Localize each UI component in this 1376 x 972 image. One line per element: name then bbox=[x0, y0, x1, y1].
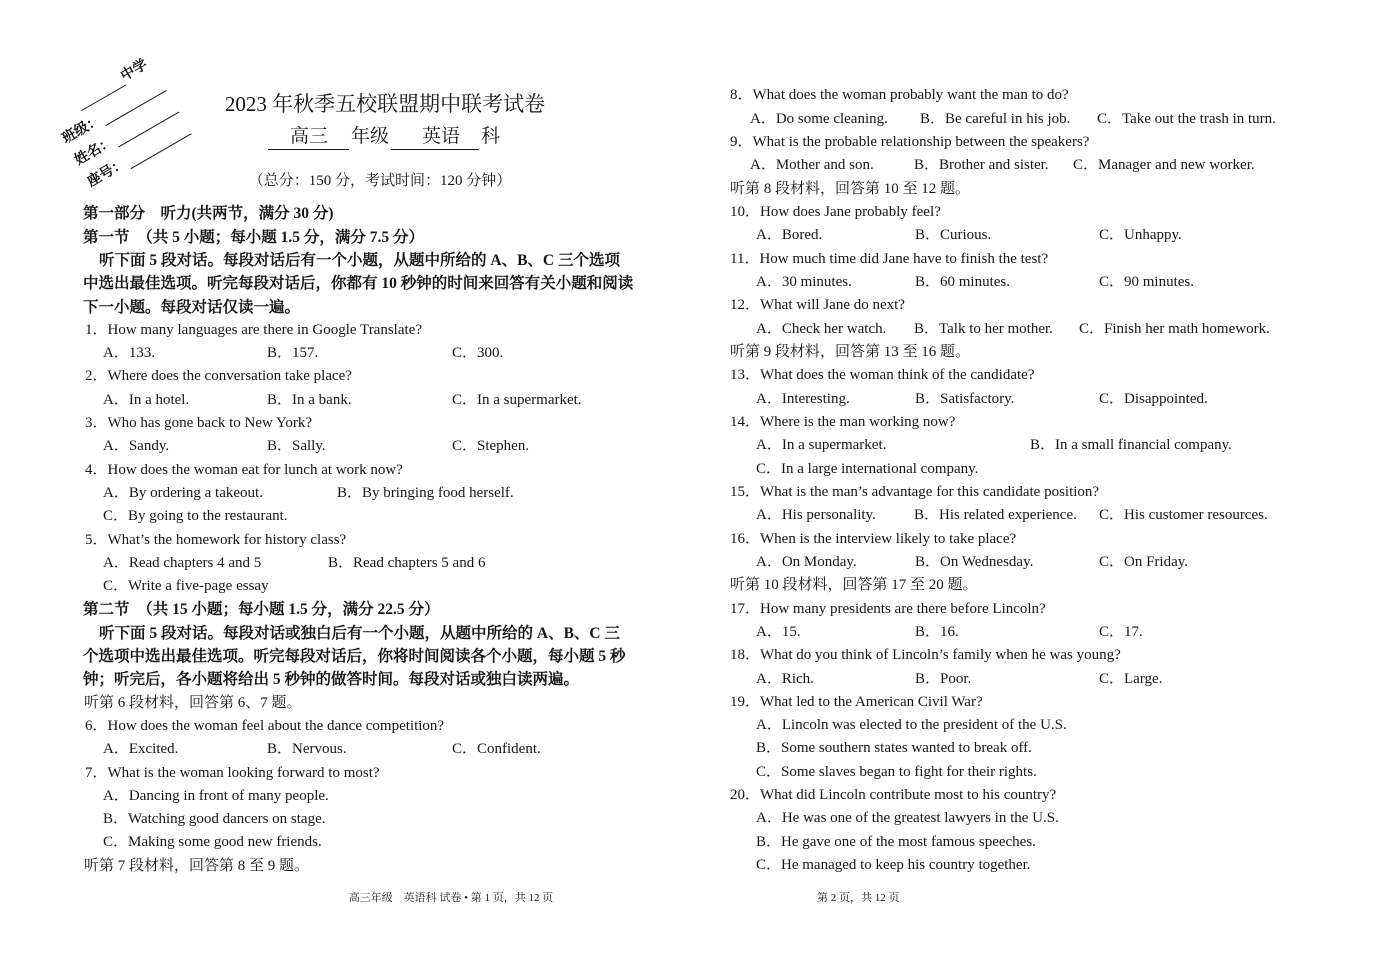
question-19-option-a: A．Lincoln was elected to the president of the U.S. bbox=[756, 717, 1067, 734]
question-9-stem: 9．What is the probable relationship between the speakers? bbox=[730, 133, 1090, 150]
question-15-option-c: C．His customer resources. bbox=[1099, 507, 1268, 524]
question-6-option-b: B．Nervous. bbox=[267, 741, 347, 758]
question-11-option-c: C．90 minutes. bbox=[1099, 273, 1195, 290]
question-16-option-a: A．On Monday. bbox=[756, 553, 857, 570]
question-10-stem: 10．How does Jane probably feel? bbox=[730, 203, 941, 220]
question-9-option-b: B．Brother and sister. bbox=[914, 157, 1049, 174]
question-15-option-a: A．His personality. bbox=[756, 507, 876, 524]
question-8-stem: 8．What does the woman probably want the man to do? bbox=[730, 87, 1069, 104]
exam-info: （总分：150 分，考试时间：120 分钟） bbox=[248, 173, 512, 189]
page-footer-right: 第 2 页，共 12 页 bbox=[817, 892, 900, 904]
question-7-option-b: B．Watching good dancers on stage. bbox=[103, 811, 326, 828]
question-11-stem: 11．How much time did Jane have to finish the test? bbox=[730, 250, 1049, 267]
question-7-option-c: C．Making some good new friends. bbox=[103, 834, 322, 851]
section2-instruction-line: 个选项中选出最佳选项。听完每段对话后，你将时间阅读各个小题，每小题 5 秒 bbox=[83, 648, 626, 666]
material-note-10: 听第 10 段材料，回答第 17 至 20 题。 bbox=[730, 577, 978, 594]
question-20-option-a: A．He was one of the greatest lawyers in the U.S. bbox=[756, 810, 1059, 827]
question-14-options-row2 bbox=[730, 458, 1330, 481]
question-2-option-a: A．In a hotel. bbox=[103, 391, 190, 408]
school-label: 中学 bbox=[118, 57, 151, 85]
part1-heading: 第一部分 听力(共两节，满分 30 分) bbox=[83, 205, 334, 223]
question-13-options bbox=[730, 388, 1330, 411]
question-6-option-a: A．Excited. bbox=[103, 741, 179, 758]
question-6-stem: 6．How does the woman feel about the dance competition? bbox=[85, 717, 445, 734]
question-10-option-b: B．Curious. bbox=[915, 227, 992, 244]
question-8-option-b: B．Be careful in his job. bbox=[920, 110, 1071, 127]
question-5-option-a: A．Read chapters 4 and 5 bbox=[103, 554, 262, 571]
question-11-option-a: A．30 minutes. bbox=[756, 273, 852, 290]
page-footer-left: 高三年级 英语科 试卷 • 第 1 页，共 12 页 bbox=[348, 892, 554, 904]
question-16-stem: 16．When is the interview likely to take place? bbox=[730, 530, 1017, 547]
question-8-option-a: A．Do some cleaning. bbox=[750, 110, 888, 127]
question-18-option-a: A．Rich. bbox=[756, 670, 814, 687]
question-12-option-a: A．Check her watch. bbox=[756, 320, 887, 337]
question-8-option-c: C．Take out the trash in turn. bbox=[1097, 110, 1276, 127]
question-3-option-b: B．Sally. bbox=[267, 438, 326, 455]
question-12-option-c: C．Finish her math homework. bbox=[1079, 320, 1270, 337]
question-20-option-b-row bbox=[730, 831, 1330, 854]
question-15-stem: 15．What is the man’s advantage for this candidate position? bbox=[730, 483, 1100, 500]
question-2-option-b: B．In a bank. bbox=[267, 391, 352, 408]
question-7-stem: 7．What is the woman looking forward to most? bbox=[85, 764, 380, 781]
question-5-options bbox=[83, 552, 683, 575]
grade-suffix: 年级 bbox=[350, 126, 389, 147]
question-18-options bbox=[730, 668, 1330, 691]
question-20-option-c-row bbox=[730, 854, 1330, 877]
question-16-options bbox=[730, 551, 1330, 574]
section2-heading: 第二节 （共 15 小题；每小题 1.5 分，满分 22.5 分） bbox=[83, 601, 440, 619]
question-14-option-a: A．In a supermarket. bbox=[756, 437, 887, 454]
exam-subtitle bbox=[180, 123, 590, 151]
question-15-options bbox=[730, 504, 1330, 527]
question-17-options bbox=[730, 621, 1330, 644]
question-16-option-c: C．On Friday. bbox=[1099, 553, 1189, 570]
question-1-option-a: A．133. bbox=[103, 345, 156, 362]
material-note-7: 听第 7 段材料，回答第 8 至 9 题。 bbox=[84, 857, 310, 874]
material-note-6: 听第 6 段材料，回答第 6、7 题。 bbox=[84, 694, 302, 711]
question-9-option-c: C．Manager and new worker. bbox=[1073, 157, 1255, 174]
class-label: 班级： bbox=[60, 112, 104, 147]
question-10-option-c: C．Unhappy. bbox=[1099, 227, 1182, 244]
question-14-options bbox=[730, 434, 1330, 457]
question-3-stem: 3．Who has gone back to New York? bbox=[85, 415, 313, 432]
question-1-option-b: B．157. bbox=[267, 345, 319, 362]
question-8-options bbox=[730, 108, 1330, 131]
section1-instruction-line: 中选出最佳选项。听完每段对话后，你都有 10 秒钟的时间来回答有关小题和阅读 bbox=[83, 275, 634, 293]
question-12-options bbox=[730, 318, 1330, 341]
question-19-stem: 19．What led to the American Civil War? bbox=[730, 693, 983, 710]
question-1-stem: 1．How many languages are there in Google Translate? bbox=[85, 321, 422, 338]
question-17-stem: 17．How many presidents are there before Lincoln? bbox=[730, 600, 1046, 617]
question-7-option-b-row bbox=[83, 808, 683, 831]
question-19-option-a-row bbox=[730, 714, 1330, 737]
section1-instruction-line: 听下面 5 段对话。每段对话后有一个小题，从题中所给的 A、B、C 三个选项 bbox=[99, 251, 620, 269]
exam-title: 2023 年秋季五校联盟期中联考试卷 bbox=[224, 92, 546, 116]
question-18-option-c: C．Large. bbox=[1099, 670, 1163, 687]
question-20-stem: 20．What did Lincoln contribute most to his country? bbox=[730, 787, 1057, 804]
question-4-option-a: A．By ordering a takeout. bbox=[103, 484, 263, 501]
question-9-option-a: A．Mother and son. bbox=[750, 157, 874, 174]
question-17-option-a: A．15. bbox=[756, 623, 801, 640]
material-note-8: 听第 8 段材料，回答第 10 至 12 题。 bbox=[730, 180, 971, 197]
material-note-9: 听第 9 段材料，回答第 13 至 16 题。 bbox=[730, 343, 971, 360]
question-6-option-c: C．Confident. bbox=[452, 741, 541, 758]
left-column bbox=[83, 202, 683, 878]
question-19-option-b: B．Some southern states wanted to break off. bbox=[756, 740, 1032, 757]
section1-heading: 第一节 （共 5 小题；每小题 1.5 分，满分 7.5 分） bbox=[83, 228, 425, 246]
question-19-option-b-row bbox=[730, 737, 1330, 760]
question-9-options bbox=[730, 154, 1330, 177]
question-4-option-b: B．By bringing food herself. bbox=[337, 484, 514, 501]
question-5-option-b: B．Read chapters 5 and 6 bbox=[328, 554, 486, 571]
question-7-option-a: A．Dancing in front of many people. bbox=[103, 787, 329, 804]
question-15-option-b: B．His related experience. bbox=[914, 507, 1077, 524]
question-2-option-c: C．In a supermarket. bbox=[452, 391, 582, 408]
question-6-options bbox=[83, 738, 683, 761]
question-14-stem: 14．Where is the man working now? bbox=[730, 413, 956, 430]
question-10-option-a: A．Bored. bbox=[756, 227, 823, 244]
question-11-option-b: B．60 minutes. bbox=[915, 273, 1011, 290]
question-19-option-c: C．Some slaves began to fight for their rights. bbox=[756, 763, 1037, 780]
question-19-option-c-row bbox=[730, 761, 1330, 784]
question-18-stem: 18．What do you think of Lincoln’s family when he was young? bbox=[730, 647, 1121, 664]
question-11-options bbox=[730, 271, 1330, 294]
question-7-option-a-row bbox=[83, 785, 683, 808]
section2-instruction-line: 钟；听完后，各小题将给出 5 秒钟的做答时间。每段对话或独白读两遍。 bbox=[83, 671, 580, 689]
question-17-option-b: B．16. bbox=[915, 623, 959, 640]
subject-value: 英语 bbox=[391, 125, 479, 150]
question-10-options bbox=[730, 224, 1330, 247]
question-13-option-b: B．Satisfactory. bbox=[915, 390, 1015, 407]
subject-suffix: 科 bbox=[481, 126, 501, 147]
question-5-stem: 5．What’s the homework for history class? bbox=[85, 531, 347, 548]
question-20-option-a-row bbox=[730, 807, 1330, 830]
question-5-options-row2 bbox=[83, 575, 683, 598]
question-13-stem: 13．What does the woman think of the candidate? bbox=[730, 367, 1035, 384]
question-2-options bbox=[83, 389, 683, 412]
question-12-option-b: B．Talk to her mother. bbox=[914, 320, 1053, 337]
question-13-option-c: C．Disappointed. bbox=[1099, 390, 1208, 407]
question-16-option-b: B．On Wednesday. bbox=[915, 553, 1034, 570]
seat-label: 座号： bbox=[85, 156, 129, 191]
question-5-option-c: C．Write a five-page essay bbox=[103, 578, 269, 595]
question-17-option-c: C．17. bbox=[1099, 623, 1143, 640]
question-4-options-row2 bbox=[83, 505, 683, 528]
question-18-option-b: B．Poor. bbox=[915, 670, 972, 687]
question-1-options bbox=[83, 342, 683, 365]
right-column bbox=[730, 84, 1330, 877]
question-4-option-c: C．By going to the restaurant. bbox=[103, 508, 288, 525]
question-4-stem: 4．How does the woman eat for lunch at work now? bbox=[85, 461, 403, 478]
section2-instruction-line: 听下面 5 段对话。每段对话或独白后有一个小题，从题中所给的 A、B、C 三 bbox=[99, 624, 620, 642]
question-20-option-b: B．He gave one of the most famous speeches. bbox=[756, 833, 1036, 850]
question-3-option-a: A．Sandy. bbox=[103, 438, 170, 455]
question-20-option-c: C．He managed to keep his country together. bbox=[756, 857, 1031, 874]
question-7-option-c-row bbox=[83, 831, 683, 854]
question-3-options bbox=[83, 435, 683, 458]
question-2-stem: 2．Where does the conversation take place? bbox=[85, 368, 352, 385]
question-13-option-a: A．Interesting. bbox=[756, 390, 850, 407]
question-1-option-c: C．300. bbox=[452, 345, 504, 362]
grade-value: 高三 bbox=[268, 125, 349, 150]
section1-instruction-line: 下一小题。每段对话仅读一遍。 bbox=[83, 298, 301, 316]
question-3-option-c: C．Stephen. bbox=[452, 438, 530, 455]
question-12-stem: 12．What will Jane do next? bbox=[730, 297, 905, 314]
question-14-option-b: B．In a small financial company. bbox=[1030, 437, 1232, 454]
question-4-options bbox=[83, 482, 683, 505]
question-14-option-c: C．In a large international company. bbox=[756, 460, 979, 477]
name-label: 姓名： bbox=[72, 134, 117, 169]
